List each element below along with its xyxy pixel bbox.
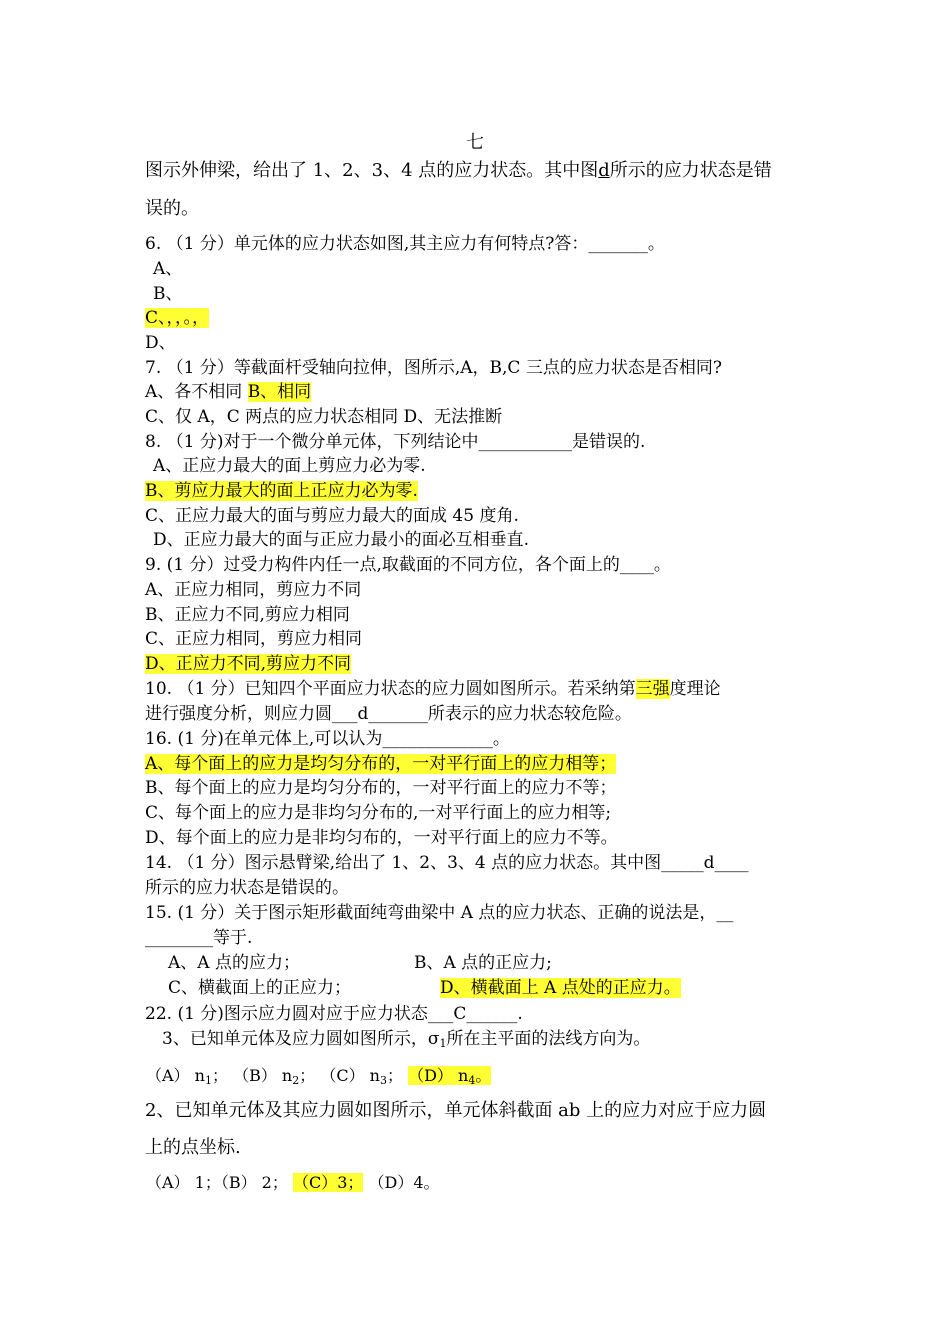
q2-line-2: 上的点坐标.	[145, 1137, 241, 1158]
q16-option-a	[145, 753, 616, 775]
q3-stem: 3、已知单元体及应力圆如图所示，$\sigma_1$所在主平面的法线方向为。	[162, 1029, 651, 1050]
q22-stem: 22. (1 分)图示应力圆对应于应力状态___C______.	[145, 1004, 523, 1024]
q7-stem: 7. （1 分）等截面杆受轴向拉伸，图所示,A，B,C 三点的应力状态是否相同?	[145, 358, 722, 378]
q15-option-b: B、A 点的正应力;	[414, 953, 552, 973]
q2-option-c: （C）3；	[292, 1173, 364, 1192]
intro-line-2: 误的。	[145, 198, 199, 219]
q2-option-d: （D）4。	[368, 1173, 440, 1192]
q3-options	[146, 1065, 491, 1092]
q8-stem: 8. （1 分)对于一个微分单元体，下列结论中___________是错误的.	[145, 432, 646, 452]
q3-option-b: （B） $n_2$；	[233, 1066, 316, 1087]
q15-option-d	[440, 977, 681, 999]
highlight: C、，，。，	[145, 308, 210, 328]
q14-line-2: 所示的应力状态是错误的。	[145, 878, 349, 898]
q6-stem: 6. （1 分）单元体的应力状态如图,其主应力有何特点?答：_______。	[145, 234, 665, 254]
q8-option-b	[145, 480, 418, 502]
sigma-symbol: σ	[427, 1029, 440, 1049]
intro-line-1: 图示外伸梁，给出了 1、2、3、4 点的应力状态。其中图d所示的应力状态是错	[145, 160, 772, 181]
highlight: A、每个面上的应力是均匀分布的，一对平行面上的应力相等；	[145, 754, 617, 774]
q6-option-d: D、	[145, 333, 176, 353]
q8-option-c: C、正应力最大的面与剪应力最大的面成 45 度角.	[145, 506, 519, 526]
q9-option-a: A、正应力相同，剪应力不同	[145, 580, 362, 600]
highlight: 三强	[635, 679, 670, 699]
q7-options-ab: A、各不相同 B、相同	[145, 382, 312, 402]
page-title: 七	[466, 132, 484, 153]
q9-option-d	[145, 653, 351, 675]
q3-option-c: （C） $n_3$；	[320, 1066, 403, 1087]
q3-option-a: （A） $n_1$；	[146, 1066, 228, 1087]
q15-option-a: A、A 点的应力；	[168, 953, 300, 973]
q14-line-1: 14. （1 分）图示悬臂梁,给出了 1、2、3、4 点的应力状态。其中图_____d____	[145, 853, 749, 873]
q7-options-cd: C、仅 A，C 两点的应力状态相同 D、无法推断	[145, 407, 503, 427]
q6-option-b: B、	[153, 284, 183, 304]
q2-option-ab: （A） 1；（B） 2；	[146, 1173, 288, 1192]
q15-line-2: ________等于.	[145, 928, 253, 948]
q9-stem: 9. (1 分）过受力构件内任一点,取截面的不同方位，各个面上的____。	[145, 555, 671, 575]
q16-option-d: D、每个面上的应力是非均匀布的，一对平行面上的应力不等。	[145, 828, 618, 848]
q9-option-c: C、正应力相同，剪应力相同	[145, 629, 363, 649]
q16-option-b: B、每个面上的应力是均匀分布的，一对平行面上的应力不等；	[145, 778, 617, 798]
q2-line-1: 2、已知单元体及其应力圆如图所示，单元体斜截面 ab 上的应力对应于应力圆	[145, 1100, 767, 1121]
q6-option-c	[145, 307, 209, 329]
q16-stem: 16. (1 分)在单元体上,可以认为_____________。	[145, 729, 510, 749]
q8-option-d: D、正应力最大的面与正应力最小的面必互相垂直.	[153, 530, 530, 550]
q10-line-1: 10. （1 分）已知四个平面应力状态的应力圆如图所示。若采纳第三强度理论	[145, 679, 721, 699]
highlight: D、正应力不同,剪应力不同	[145, 654, 352, 674]
intro-answer: d	[598, 160, 610, 181]
highlight: D、横截面上 A 点处的正应力。	[440, 978, 681, 998]
q6-option-a: A、	[153, 259, 183, 279]
q10-line-2: 进行强度分析，则应力圆___d_______所表示的应力状态较危险。	[145, 704, 632, 724]
highlight: B、相同	[247, 382, 312, 402]
q15-option-c: C、横截面上的正应力；	[168, 978, 352, 998]
highlight: B、剪应力最大的面上正应力必为零.	[145, 481, 418, 501]
q3-option-d: （D） $n_4$。	[408, 1066, 492, 1087]
q16-option-c: C、每个面上的应力是非均匀分布的,一对平行面上的应力相等;	[145, 803, 612, 823]
q2-options	[146, 1172, 440, 1194]
q8-option-a: A、正应力最大的面上剪应力必为零.	[153, 456, 426, 476]
q9-option-b: B、正应力不同,剪应力相同	[145, 605, 350, 625]
q15-line-1: 15. (1 分）关于图示矩形截面纯弯曲梁中 A 点的应力状态、正确的说法是，__	[145, 903, 734, 923]
